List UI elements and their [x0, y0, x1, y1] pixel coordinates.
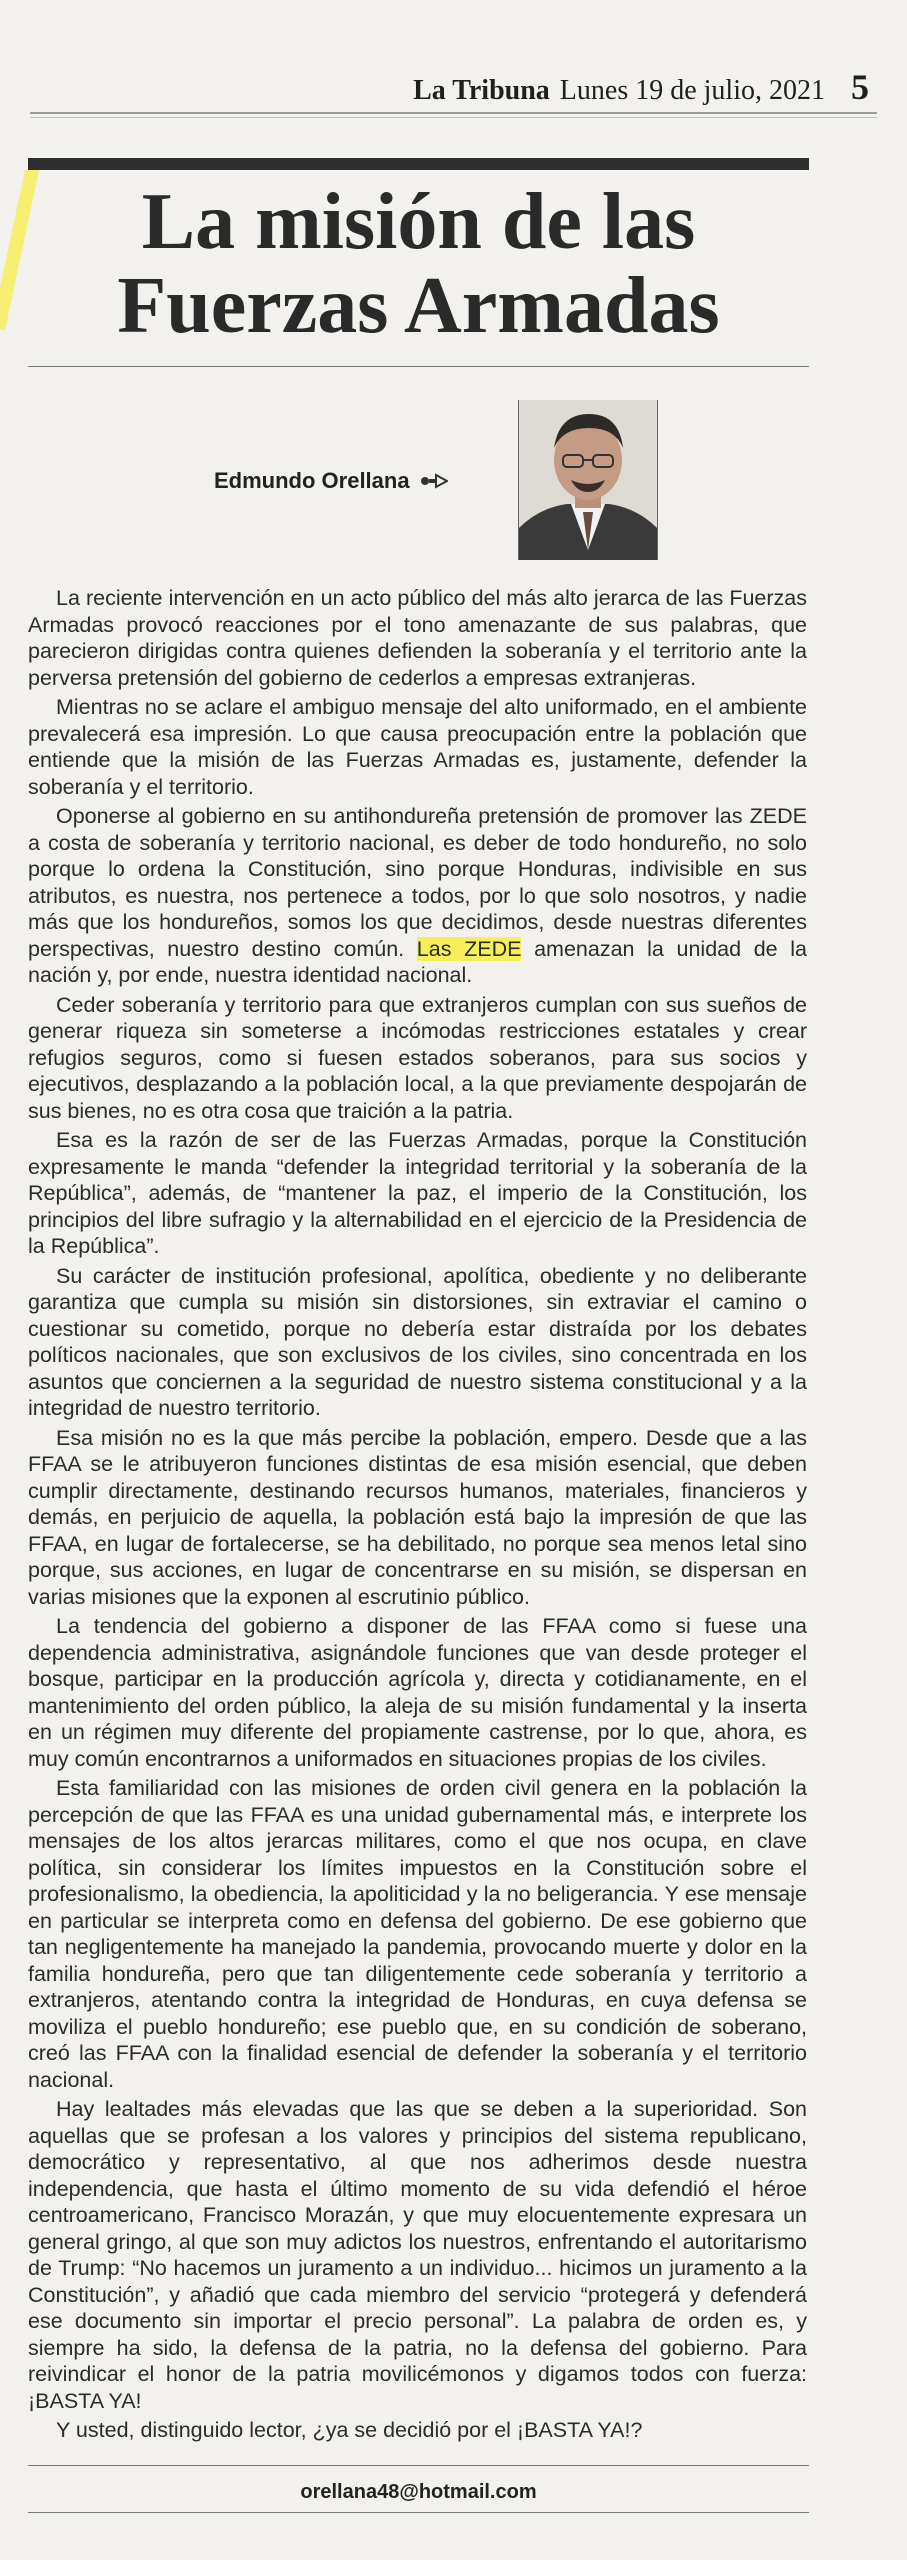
- author-name: Edmundo Orellana: [214, 468, 410, 493]
- article-title: [28, 180, 809, 348]
- paragraph: La reciente intervención en un acto público del más alto jerarca de las Fuerzas Armadas provocó reacciones por el tono amenazante de sus palabras, que parecieron dirigidas contra quienes defienden la soberanía y el territorio ante la perversa pretensión del gobierno de cederlos a empresas extranjeras.: [28, 586, 807, 690]
- header-rule-thin: [30, 117, 877, 118]
- page-header: [30, 60, 877, 120]
- byline: [214, 468, 448, 494]
- paragraph: La tendencia del gobierno a disponer de las FFAA como si fuese una dependencia administrativa, asignándole funciones que van desde proteger el bosque, participar en la producción agrícola y, directa y cotidianamente, en el mantenimiento del orden público, la aleja de su misión fundamental y la inserta en un régimen muy diferente del propiamente castrense, por lo que, ahora, es muy común encontrarnos a uniformados en situaciones propias de los civiles.: [28, 1614, 807, 1771]
- portrait-image: [519, 400, 657, 560]
- header-meta: [413, 66, 869, 108]
- newspaper-name: La Tribuna: [413, 75, 550, 106]
- author-photo: [518, 400, 658, 560]
- paragraph: Esa es la razón de ser de las Fuerzas Armadas, porque la Constitución expresamente le manda “defender la integridad territorial y la soberanía de la República”, además, de “mantener la paz, el imperio de la Constitución, los principios del libre sufragio y la alternabilidad en el ejercicio de la Presidencia de la República”.: [28, 1128, 807, 1258]
- title-rule: [28, 366, 809, 367]
- paragraph: Esa misión no es la que más percibe la población, empero. Desde que a las FFAA se le atribuyeron funciones distintas de esa misión esencial, que deben cumplir directamente, destinando recursos humanos, materiales, financieros y demás, en perjuicio de aquella, la población está bajo la impresión de que las FFAA, en lugar de fortalecerse, se ha debilitado, no porque sea menos letal sino porque, sus acciones, en lugar de concentrarse en su misión, se dispersan en varias misiones que la exponen al escrutinio público.: [28, 1425, 807, 1609]
- paragraph-text: amenazan la unidad de la nación y, por ende, nuestra identidad nacional.: [28, 936, 808, 987]
- highlighted-text: Las ZEDE: [416, 936, 522, 961]
- issue-date: Lunes 19 de julio, 2021: [559, 75, 825, 106]
- title-line-2: Fuerzas Armadas: [117, 262, 720, 350]
- paragraph-zede: [28, 803, 807, 989]
- page-number: 5: [851, 67, 869, 107]
- article-title-block: [28, 158, 809, 367]
- header-rule: [30, 112, 877, 114]
- paragraph: Y usted, distinguido lector, ¿ya se decidió por el ¡BASTA YA!?: [56, 2418, 643, 2442]
- footer-rule-top: [28, 2465, 809, 2466]
- paragraph: Su carácter de institución profesional, apolítica, obediente y no deliberante garantiza que cumpla su misión sin distorsiones, sin extraviar el camino o cuestionar su cometido, porque no debería estar distraída por los debates políticos nacionales, que son exclusivos de los civiles, sino concentrada en los asuntos que conciernen a la seguridad de nuestro sistema constitucional y a la integridad de nuestro territorio.: [28, 1263, 807, 1420]
- arrow-icon: [420, 473, 448, 489]
- title-bar: [28, 158, 809, 170]
- author-email: orellana48@hotmail.com: [300, 2481, 537, 2503]
- paragraph-text: Oponerse al gobierno en su antihondureña pretensión de promover las ZEDE a costa de soberanía y territorio nacional, es deber de todo hondureño, no solo porque lo ordena la Constitución, sino porque Honduras, indivisible en sus atributos, es nuestra, nos pertenece a todos, por lo que solo nosotros, y nadie más que los hondureños, somos los que decidimos, desde nuestras diferentes perspectivas, nuestro destino común.: [28, 804, 807, 961]
- paragraph: Hay lealtades más elevadas que las que se deben a la superioridad. Son aquellas que se profesan a los valores y principios del sistema republicano, democrático y representativo, al que nos adherimos desde nuestra independencia, que hasta el último momento de su vida defendió el héroe centroamericano, Francisco Morazán, y que muy elocuentemente expresara un general gringo, al que son muy adictos los nuestros, enfrentando el autoritarismo de Trump: “No hacemos un juramento a un individuo... hicimos un juramento a la Constitución”, y añadió que cada miembro del servicio “protegerá y defenderá ese documento sin importar el precio personal”. La palabra de orden es, y siempre ha sido, la defensa de la patria, no la defensa del gobierno. Para reivindicar el honor de la patria movilicémonos y digamos todos con fuerza: ¡BASTA YA!: [28, 2097, 807, 2413]
- article-body: [28, 585, 807, 2447]
- paragraph: Esta familiaridad con las misiones de orden civil genera en la población la percepción de que las FFAA es una unidad gubernamental más, e interprete los mensajes de los altos jerarcas militares, como el que nos ocupa, en clave política, sin considerar los límites impuestos en la Constitución sobre el profesionalismo, la obediencia, la apoliticidad y la no beligerancia. Y ese mensaje en particular se interpreta como en defensa del gobierno. De ese gobierno que tan negligentemente ha manejado la pandemia, provocando muerte y dolor en la familia hondureña, pero que tan diligentemente cede soberanía y territorio a extranjeros, atentando contra la integridad de Honduras, en cuya defensa se moviliza el pueblo hondureño; ese pueblo que, en su condición de soberano, creó las FFAA con la finalidad esencial de defender la soberanía y el territorio nacional.: [28, 1776, 807, 2092]
- title-line-1: La misión de las: [141, 178, 696, 266]
- paragraph: Mientras no se aclare el ambiguo mensaje del alto uniformado, en el ambiente prevalecerá esa impresión. Lo que causa preocupación entre la población que entiende que la misión de las Fuerzas Armadas es, justamente, defender la soberanía y el territorio.: [28, 695, 807, 799]
- footer-rule-bottom: [28, 2512, 809, 2513]
- paragraph: Ceder soberanía y territorio para que extranjeros cumplan con sus sueños de generar riqueza sin someterse a incómodas restricciones estatales y crear refugios seguros, como si fuesen estados soberanos, para sus socios y ejecutivos, desplazando a la población local, a la que previamente despojarán de sus bienes, no es otra cosa que traición a la patria.: [28, 992, 807, 1123]
